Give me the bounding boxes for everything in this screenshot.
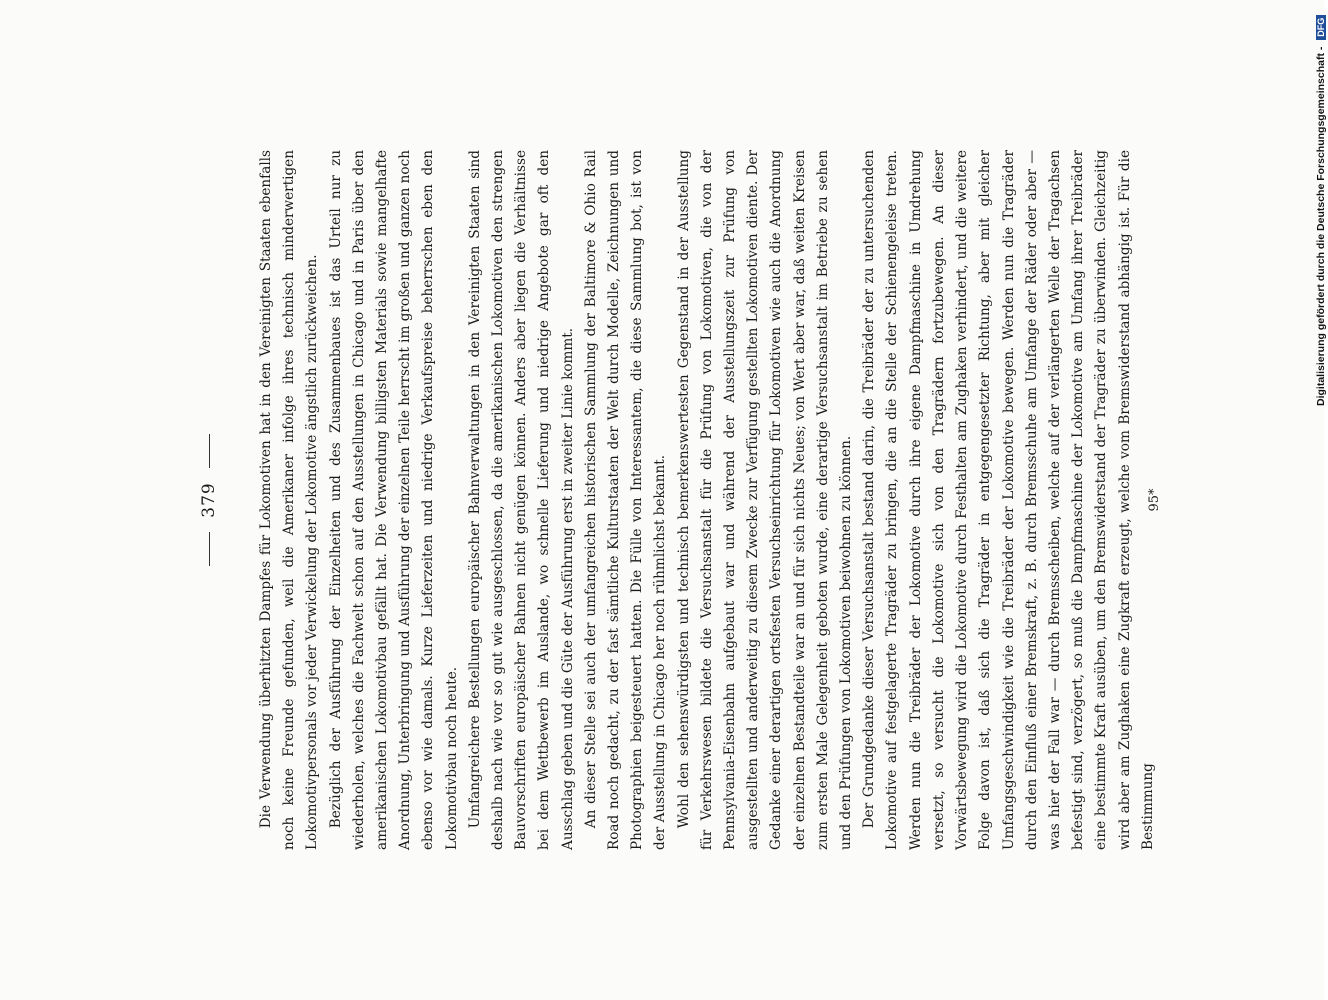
dfg-logo: DFG bbox=[1316, 15, 1326, 40]
page-number: 379 bbox=[199, 150, 219, 850]
rotated-book-page bbox=[139, 150, 1189, 850]
paragraph: Der Grundgedanke dieser Versuchsanstalt bestand darin, die Treibräder der zu untersuchenden Lokomotive auf festgelagerte Tragräder zu bringen, die an die Stelle der Schienengeleise treten. Werden nun die Treibräder der Lokomotive durch ihre eigene Dampfmaschine in Umdrehung versetzt, so versucht die Lokomotive sich von den Tragrädern fortzubewegen. An dieser Vorwärtsbewegung wird die Lokomotive durch Festhalten am Zughaken verhindert, und die weitere Folge davon ist, daß sich die Tragräder in entgegengesetzter Richtung, aber mit gleicher Umfangsgeschwindigkeit wie die Treibräder der Lokomotive bewegen. Werden nun die Tragräder durch den Einfluß einer Bremskraft, z. B. durch Bremsschuhe am Umfange der Räder oder aber — was hier der Fall war — durch Bremsscheiben, welche auf der verlängerten Welle der Tragachsen befestigt sind, verzögert, so muß die Dampfmaschine der Lokomotive am Umfang ihrer Treibräder eine bestimmte Kraft ausüben, um den Bremswiderstand der Tragräder zu überwinden. Gleichzeitig wird aber am Zughaken eine Zugkraft erzeugt, welche vom Bremswiderstand abhängig ist. Für die Bestimmung bbox=[861, 150, 1156, 850]
credit-text bbox=[1315, 6, 1327, 406]
paragraph: Bezüglich der Ausführung der Einzelheiten und des Zusammenbaues ist das Urteil nur zu wiederholen, welches die Fachwelt schon auf den Ausstellungen in Chicago und in Paris über den amerikanischen Lokomotivbau gefällt hat. Die Verwendung billigsten Materials sowie mangelhafte Anordnung, Unterbringung und Ausführung der einzelnen Teile herrscht im großen und ganzen noch ebenso vor wie damals. Kurze Lieferzeiten und niedrige Verkaufspreise beherrschen eben den Lokomotivbau noch heute. bbox=[327, 150, 460, 850]
credit-label: Digitalisierung gefördert durch die Deutsche Forschungsgemeinschaft - bbox=[1315, 46, 1327, 406]
paragraph: Umfangreichere Bestellungen europäischer Bahnverwaltungen in den Vereinigten Staaten sind deshalb nach wie vor so gut wie ausgeschlossen, da die amerikanischen Lokomotiven den strengen Bauvorschriften europäischer Bahnen nicht genügen können. Anders aber liegen die Verhältnisse bei dem Wettbewerb im Auslande, wo schnelle Lieferung und niedrige Angebote gar oft den Ausschlag geben und die Güte der Ausführung erst in zweiter Linie kommt. bbox=[466, 150, 576, 850]
paragraph: Wohl den sehenswürdigsten und technisch bemerkenswertesten Gegenstand in der Ausstellung für Verkehrswesen bildete die Versuchsanstalt für die Prüfung von Lokomotiven, die von der Pennsylvania-Eisenbahn aufgebaut war und während der Ausstellungszeit zur Prüfung von ausgestellten und anderweitig zu diesem Zwecke zur Verfügung gestellten Lokomotiven diente. Der Gedanke einer derartigen ortsfesten Versuchseinrichtung für Lokomotiven wie auch die Anordnung der einzelnen Bestandteile war an und für sich nichts Neues; von Wert aber war, daß weiten Kreisen zum ersten Male Gelegenheit geboten wurde, eine derartige Versuchsanstalt im Betriebe zu sehen und den Prüfungen von Lokomotiven beiwohnen zu können. bbox=[675, 150, 855, 850]
digitization-credit bbox=[1302, 6, 1328, 406]
paragraph: Die Verwendung überhitzten Dampfes für Lokomotiven hat in den Vereinigten Staaten ebenfalls noch keine Freunde gefunden, weil die Amerikaner infolge ihres technisch minderwertigen Lokomotivpersonals vor jeder Verwickelung der Lokomotive ängstlich zurückweichen. bbox=[258, 150, 321, 850]
signature-mark: 95* bbox=[1147, 488, 1162, 512]
body-text bbox=[255, 150, 1160, 850]
paragraph: An dieser Stelle sei auch der umfangreichen historischen Sammlung der Baltimore & Ohio Rail Road noch gedacht, zu der fast sämtliche Kulturstaaten der Welt durch Modelle, Zeichnungen und Photographien beigesteuert hatten. Die Fülle von Interessantem, die diese Sammlung bot, ist von der Ausstellung in Chicago her noch rühmlichst bekannt. bbox=[582, 150, 669, 850]
